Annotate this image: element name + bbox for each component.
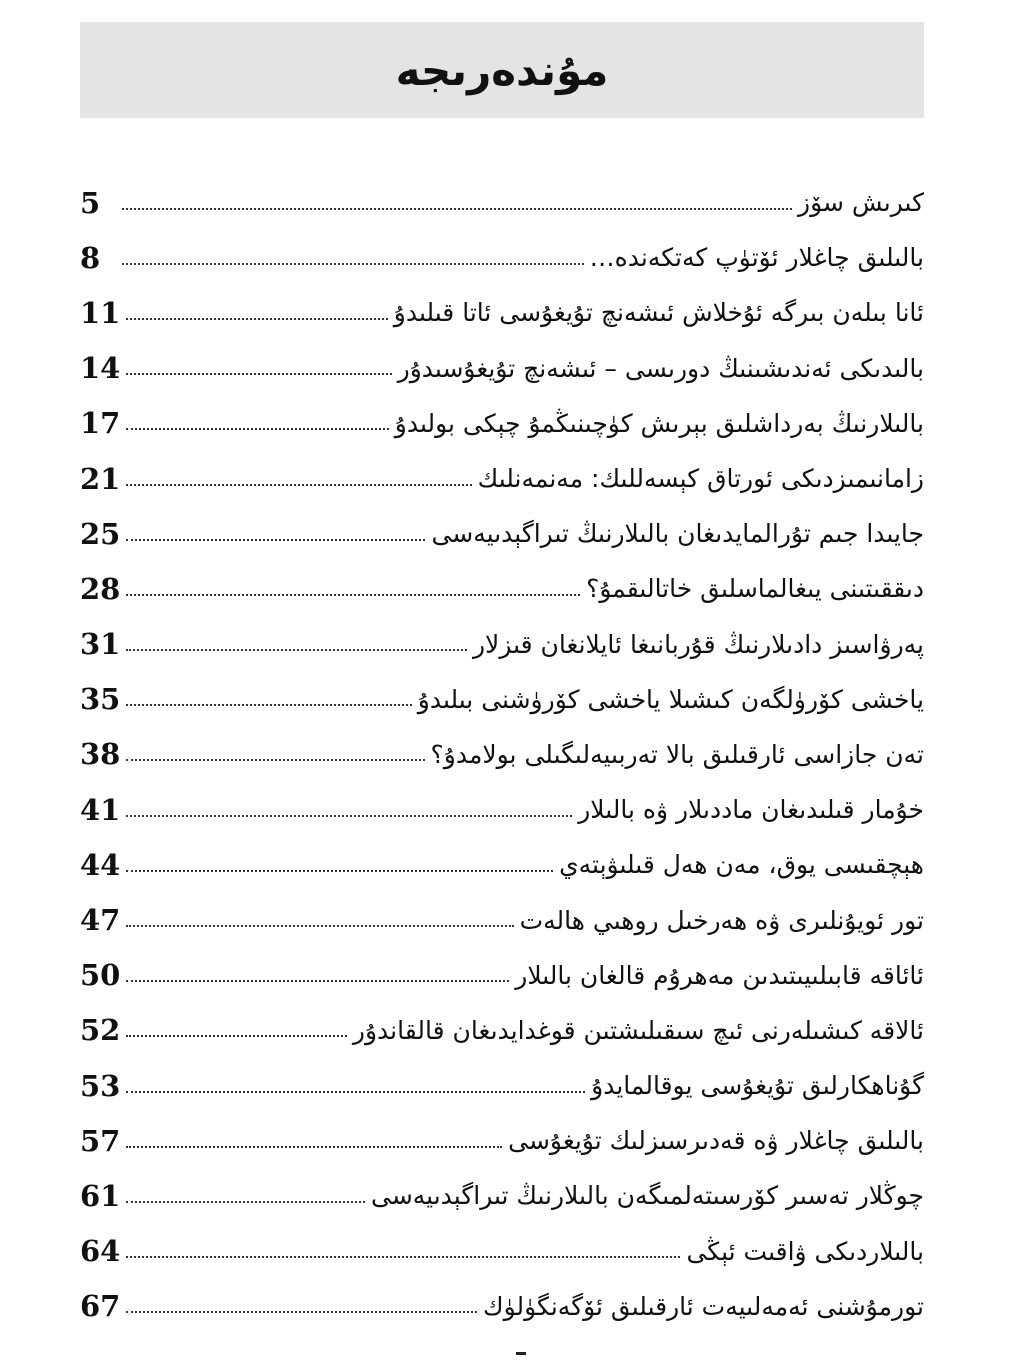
toc-entry-title: تەن جازاسى ئارقىلىق بالا تەربىيەلىگىلى بولامدۇ؟ [430,739,924,769]
toc-page-number: 41 [80,792,121,827]
toc-entry[interactable] [80,396,924,451]
toc-page-number: 31 [80,627,121,662]
toc-entry-title: ياخشى كۆرۈلگەن كىشىلا ياخشى كۆرۈشنى بىلىدۇ [417,684,924,714]
toc-entry-title: پەرۋاسىز دادىلارنىڭ قۇربانىغا ئايلانغان قىزلار [472,629,924,659]
toc-page-number: 64 [80,1234,121,1269]
toc-page-number: 53 [80,1068,121,1103]
toc-entry-title: ئانا بىلەن بىرگە ئۇخلاش ئىشەنچ تۇيغۇسى ئاتا قىلىدۇ [393,298,924,328]
toc-entry-title: تور ئويۇنلىرى ۋە ھەرخىل روھىي ھالەت [519,905,924,935]
toc-entry-title: ئائاقە قابىلىيىتىدىن مەھرۇم قالغان بالىلار [515,960,924,990]
toc-entry[interactable] [80,451,924,506]
toc-entry[interactable] [80,506,924,561]
toc-page-number: 14 [80,351,121,386]
toc-entry[interactable] [80,892,924,947]
toc-page-number: 17 [80,406,121,441]
toc-page-number: 25 [80,516,121,551]
toc-entry-title: جايىدا جىم تۇرالمايدىغان بالىلارنىڭ تىراگېدىيەسى [431,519,924,549]
toc-entry-title: كىرىش سۆز [798,188,924,218]
toc-page-number: 67 [80,1289,121,1324]
toc-entry[interactable] [80,948,924,1003]
toc-page-number: 11 [80,295,121,330]
toc-entry[interactable] [80,230,924,285]
toc-dot-leader [126,484,471,486]
toc-entry[interactable] [80,285,924,340]
toc-entry-title: تورمۇشنى ئەمەلىيەت ئارقىلىق ئۆگەنگۈلۈك [482,1291,924,1321]
toc-entry-title: بالىلارنىڭ بەرداشلىق بېرىش كۈچىنىڭمۇ چېكى بولىدۇ [394,408,924,438]
table-of-contents [80,175,924,1334]
page-title: مۇندەرىجە [395,45,609,95]
toc-entry[interactable] [80,1224,924,1279]
toc-dot-leader [126,1146,502,1148]
toc-entry[interactable] [80,727,924,782]
toc-entry-title: چوڭلار تەسىر كۆرسىتەلمىگەن بالىلارنىڭ تىراگېدىيەسى [370,1181,924,1211]
toc-entry-title: ئالاقە كىشىلەرنى ئىچ سىقىلىشتىن قوغدايدىغان قالقاندۇر [352,1015,924,1045]
toc-entry-title: بالىلىق چاغلار ۋە قەدىرسىزلىك تۇيغۇسى [508,1126,924,1156]
toc-entry[interactable] [80,617,924,672]
toc-dot-leader [126,428,388,430]
toc-entry-title: بالىدىكى ئەندىشىنىڭ دورىسى – ئىشەنچ تۇيغۇسىدۇر [397,353,924,383]
toc-entry-title: بالىلاردىكى ۋاقىت ئېڭى [686,1236,924,1266]
toc-dot-leader [126,1311,477,1313]
toc-page-number: 52 [80,1013,121,1048]
toc-entry[interactable] [80,837,924,892]
toc-dot-leader [126,649,467,651]
toc-dot-leader [126,980,509,982]
toc-page-number: 8 [80,240,101,275]
toc-entry-title: دىققىتىنى يىغالماسلىق خاتالىقمۇ؟ [586,574,924,604]
toc-page-number: 57 [80,1123,121,1158]
toc-page-number: 47 [80,903,121,938]
page-footer-mark [516,1352,526,1355]
toc-entry-title: خۇمار قىلىدىغان ماددىلار ۋە بالىلار [578,795,924,825]
toc-entry-title: گۇناھكارلىق تۇيغۇسى يوقالمايدۇ [591,1071,924,1101]
toc-entry[interactable] [80,175,924,230]
toc-dot-leader [126,539,425,541]
toc-page-number: 61 [80,1178,121,1213]
toc-page-number: 44 [80,847,121,882]
toc-dot-leader [126,704,411,706]
toc-entry[interactable] [80,1168,924,1223]
toc-dot-leader [122,208,792,210]
toc-dot-leader [126,594,580,596]
toc-page-number: 35 [80,682,121,717]
toc-page-number: 50 [80,958,121,993]
toc-page-number: 21 [80,461,121,496]
toc-dot-leader [122,263,584,265]
toc-dot-leader [126,1201,365,1203]
toc-page-number: 38 [80,737,121,772]
toc-entry[interactable] [80,782,924,837]
toc-entry[interactable] [80,1113,924,1168]
toc-dot-leader [126,759,424,761]
toc-page-number: 5 [80,185,101,220]
toc-dot-leader [126,925,513,927]
toc-entry-title: ھېچقىسى يوق، مەن ھەل قىلىۋېتەي [559,850,924,880]
toc-dot-leader [126,373,391,375]
toc-dot-leader [126,870,553,872]
toc-entry[interactable] [80,561,924,616]
toc-entry[interactable] [80,1003,924,1058]
toc-dot-leader [126,1256,680,1258]
toc-dot-leader [126,318,387,320]
toc-entry[interactable] [80,1279,924,1334]
toc-entry-title: بالىلىق چاغلار ئۆتۈپ كەتكەندە… [589,243,924,273]
toc-dot-leader [126,1035,347,1037]
toc-page-number: 28 [80,571,121,606]
toc-entry[interactable] [80,672,924,727]
toc-entry-title: زامانىمىزدىكى ئورتاق كېسەللىك: مەنمەنلىك [477,464,924,494]
toc-dot-leader [126,1091,585,1093]
toc-entry[interactable] [80,341,924,396]
toc-dot-leader [126,815,572,817]
toc-entry[interactable] [80,1058,924,1113]
title-bar [80,22,924,118]
